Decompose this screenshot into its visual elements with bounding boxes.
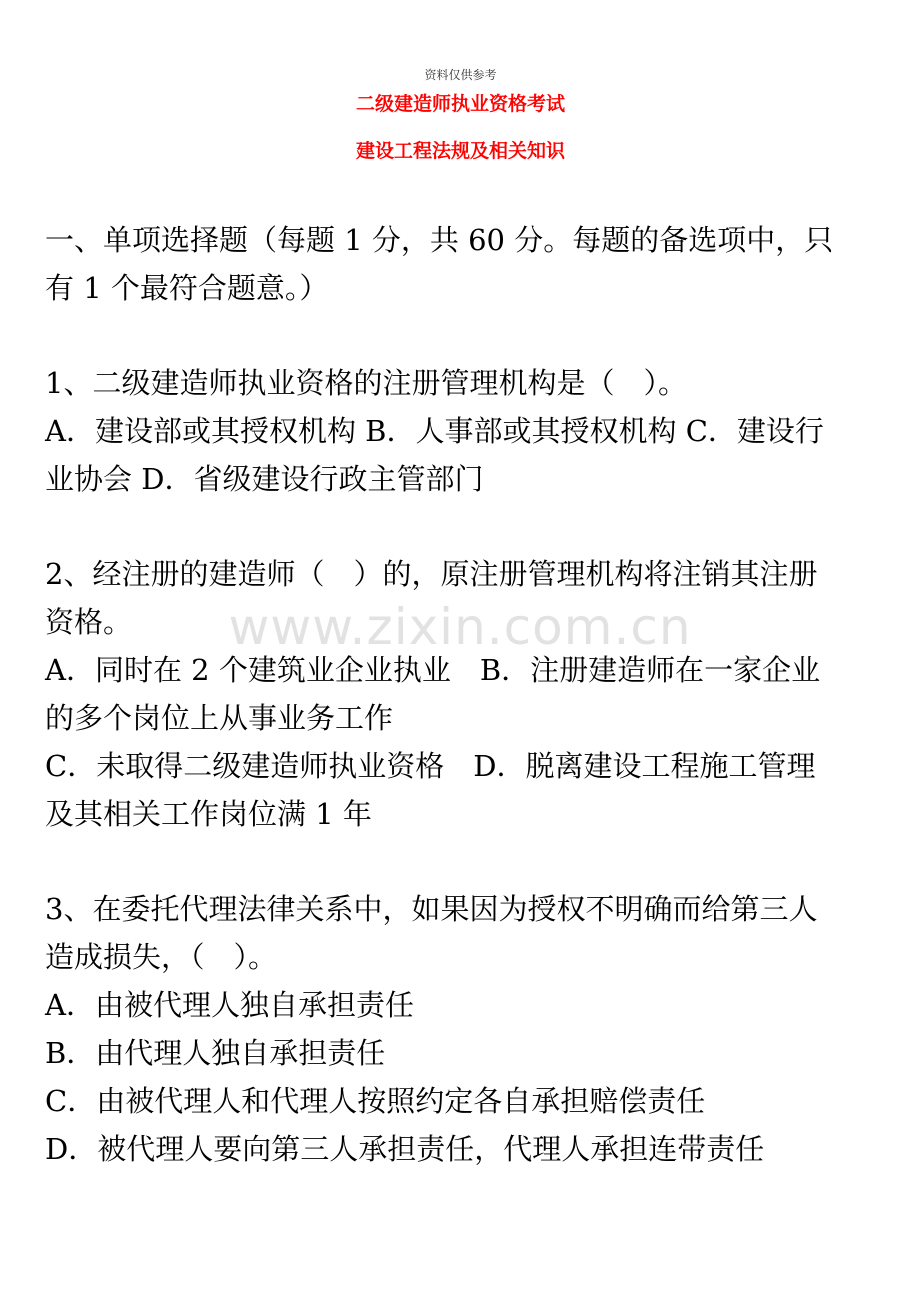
- watermark: www.zixin.com.cn: [228, 598, 692, 656]
- question-stem: 3、在委托代理法律关系中，如果因为授权不明确而给第三人: [45, 892, 818, 926]
- question-stem: 资格。: [45, 605, 133, 639]
- question-1: [45, 359, 876, 503]
- option-line: B．由代理人独自承担责任: [45, 1036, 386, 1070]
- question-2: [45, 550, 876, 838]
- question-stem: 造成损失，（ ）。: [45, 940, 278, 974]
- option-line: 的多个岗位上从事业务工作: [45, 701, 394, 735]
- section-heading-line: 一、单项选择题（每题 1 分，共 60 分。每题的备选项中，只: [45, 223, 834, 257]
- section-heading: [45, 216, 876, 312]
- option-line: A．由被代理人独自承担责任: [45, 988, 414, 1022]
- option-line: 业协会 D．省级建设行政主管部门: [45, 462, 484, 496]
- question-stem: 1、二级建造师执业资格的注册管理机构是（ ）。: [45, 366, 687, 400]
- option-line: 及其相关工作岗位满 1 年: [45, 797, 372, 831]
- exam-subtitle: 建设工程法规及相关知识: [355, 140, 565, 162]
- question-stem: 2、经注册的建造师（ ）的，原注册管理机构将注销其注册: [45, 557, 818, 591]
- question-3: [45, 885, 876, 1173]
- section-heading-line: 有 1 个最符合题意。）: [45, 271, 329, 305]
- option-line: A．同时在 2 个建筑业企业执业 B．注册建造师在一家企业: [45, 653, 821, 687]
- exam-title: 二级建造师执业资格考试: [355, 93, 565, 115]
- option-line: A．建设部或其授权机构 B．人事部或其授权机构 C．建设行: [45, 414, 824, 448]
- option-line: D．被代理人要向第三人承担责任，代理人承担连带责任: [45, 1132, 765, 1166]
- option-line: C．由被代理人和代理人按照约定各自承担赔偿责任: [45, 1084, 706, 1118]
- header-note: 资料仅供参考: [424, 68, 497, 82]
- option-line: C．未取得二级建造师执业资格 D．脱离建设工程施工管理: [45, 749, 816, 783]
